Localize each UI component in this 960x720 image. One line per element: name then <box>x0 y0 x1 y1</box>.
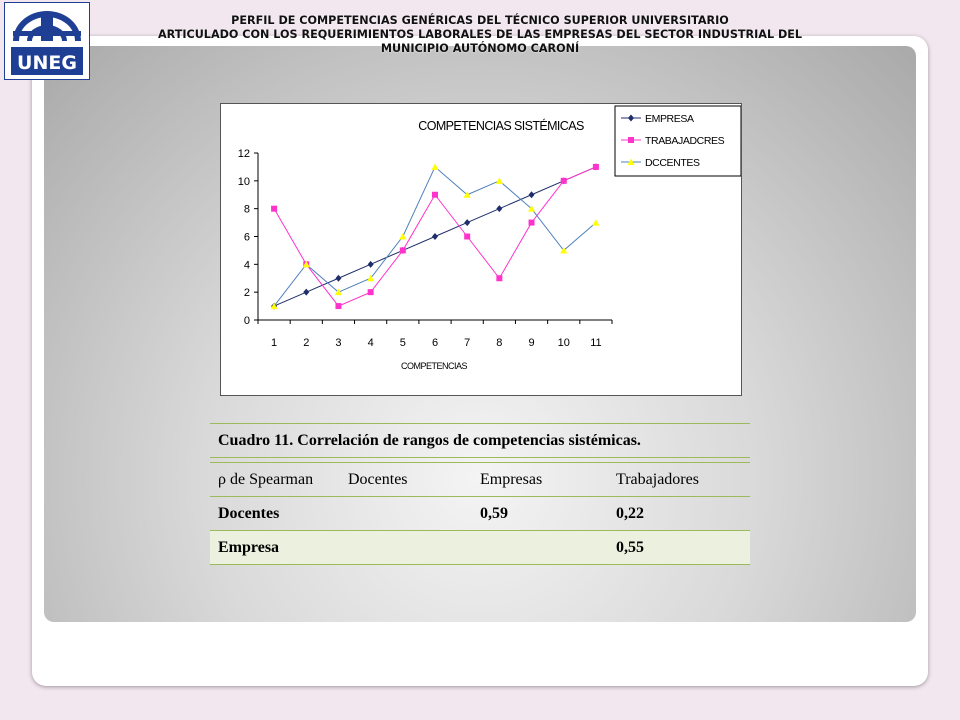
logo-graphic <box>5 3 89 79</box>
x-tick-label: 4 <box>367 337 374 349</box>
y-tick-label: 10 <box>237 175 250 188</box>
y-tick-label: 2 <box>243 287 250 300</box>
legend-marker <box>628 137 634 143</box>
header-line-1: PERFIL DE COMPETENCIAS GENÉRICAS DEL TÉCNICO SUPERIOR UNIVERSITARIO <box>231 14 729 27</box>
x-tick-label: 8 <box>496 337 503 349</box>
legend-label: EMPRESA <box>645 113 694 125</box>
table-cell: 0,22 <box>616 504 644 522</box>
data-point <box>529 220 535 226</box>
legend-label: TRABAJADCRES <box>645 135 725 147</box>
chart-title: COMPETENCIAS SISTÉMICAS <box>418 119 584 133</box>
data-point <box>335 303 341 309</box>
header-line-3: MUNICIPIO AUTÓNOMO CARONÍ <box>380 42 580 55</box>
x-tick-label: 5 <box>399 337 406 349</box>
y-tick-label: 4 <box>243 259 250 272</box>
data-point <box>399 233 406 240</box>
data-point <box>432 233 438 240</box>
data-point <box>561 178 567 184</box>
y-tick-label: 0 <box>243 315 250 327</box>
header-line-2: ARTICULADO CON LOS REQUERIMIENTOS LABORALES DE LAS EMPRESAS DEL SECTOR INDUSTRIAL DEL <box>157 28 803 41</box>
header-cell-trabajadores: Trabajadores <box>616 470 699 488</box>
table-row <box>210 497 750 531</box>
data-point <box>496 177 503 184</box>
y-tick-label: 12 <box>237 148 250 160</box>
chart-container <box>220 103 742 396</box>
data-point <box>368 289 374 295</box>
x-tick-label: 7 <box>464 337 471 349</box>
page-header <box>120 14 840 56</box>
data-point <box>464 219 470 226</box>
header-cell-empresas: Empresas <box>480 470 543 488</box>
row-label-empresa: Empresa <box>218 538 280 556</box>
y-tick-label: 8 <box>243 203 250 216</box>
data-point <box>529 191 535 198</box>
x-tick-label: 10 <box>557 337 570 349</box>
x-tick-label: 6 <box>431 337 439 349</box>
x-tick-label: 3 <box>335 337 342 349</box>
row-label-docentes: Docentes <box>218 504 280 522</box>
x-tick-label: 11 <box>590 337 602 349</box>
table-header-row <box>210 463 750 497</box>
legend-label: DCCENTES <box>645 157 700 169</box>
header-cell-docentes: Docentes <box>348 470 408 488</box>
data-point <box>432 192 438 198</box>
line-chart <box>221 104 741 395</box>
table-cell: 0,55 <box>616 538 644 556</box>
data-point <box>496 275 502 281</box>
data-point <box>303 289 309 296</box>
x-tick-label: 1 <box>271 337 278 349</box>
uneg-logo <box>4 2 90 80</box>
x-axis-label: COMPETENCIAS <box>400 361 468 371</box>
header-cell-spearman: ρ de Spearman <box>218 470 314 488</box>
data-point <box>335 275 341 282</box>
table-caption: Cuadro 11. Correlación de rangos de competencias sistémicas. <box>210 423 750 458</box>
data-point <box>464 234 470 240</box>
data-point <box>593 164 599 170</box>
y-tick-label: 6 <box>243 231 250 244</box>
data-point <box>400 247 406 253</box>
table-row <box>210 531 750 565</box>
x-tick-label: 9 <box>528 337 535 349</box>
data-point <box>496 205 502 212</box>
table-cell: 0,59 <box>480 504 508 522</box>
data-point <box>592 219 599 226</box>
data-point <box>432 163 439 169</box>
x-tick-label: 2 <box>303 337 310 349</box>
correlation-table <box>210 423 750 565</box>
logo-text: UNEG <box>17 52 77 74</box>
data-point <box>368 261 374 268</box>
data-point <box>271 206 277 212</box>
